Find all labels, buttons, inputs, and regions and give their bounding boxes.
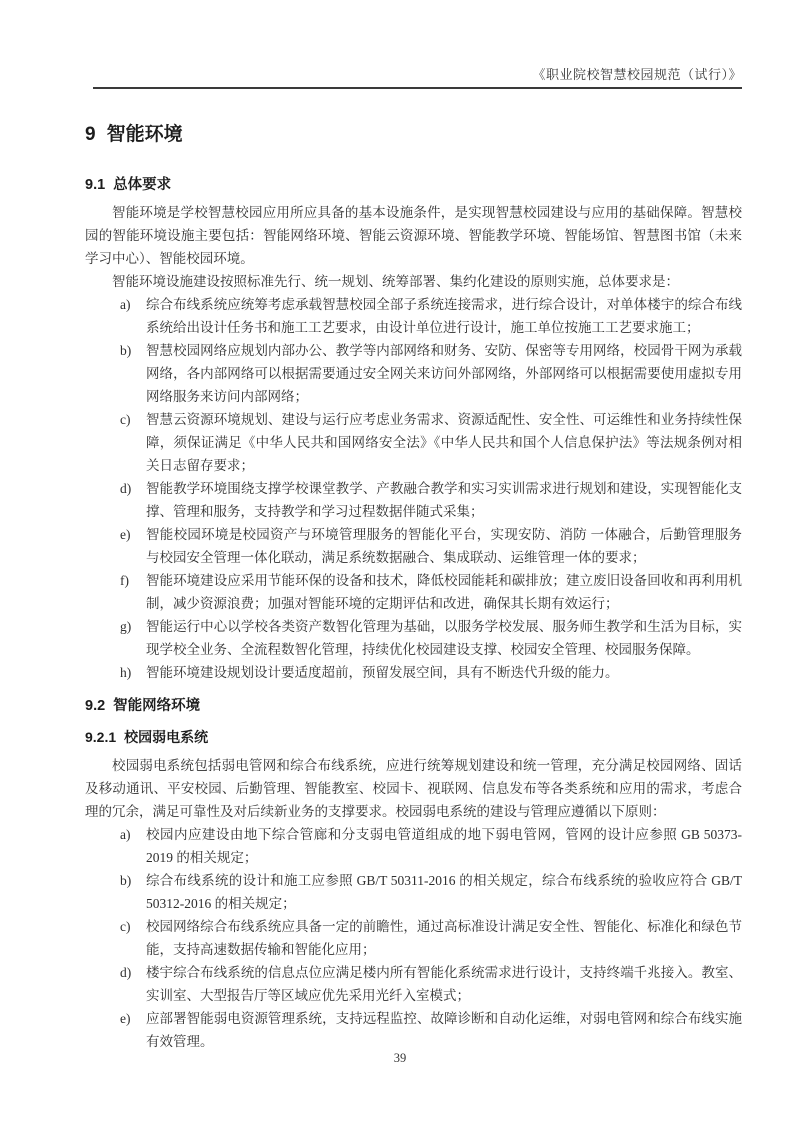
list-item (120, 615, 742, 661)
list-item-text: 智能运行中心以学校各类资产数智化管理为基础，以服务学校发展、服务师生教学和生活为目标，实现学校全业务、全流程数智化管理，持续优化校园建设支撑、校园安全管理、校园服务保障。 (146, 619, 742, 657)
chapter-title: 智能环境 (106, 124, 183, 145)
list-item (120, 961, 742, 1007)
list-item-text: 校园网络综合布线系统应具备一定的前瞻性，通过高标准设计满足安全性、智能化、标准化和绿色节能，支持高速数据传输和智能化应用； (146, 919, 742, 957)
page-number: 39 (393, 1051, 407, 1065)
section-title: 总体要求 (113, 177, 172, 193)
list-item-label: b) (120, 343, 132, 358)
list-item (120, 1007, 742, 1053)
list-item-label: e) (120, 1011, 131, 1026)
list-item-label: g) (120, 619, 132, 634)
list-item-label: a) (120, 827, 131, 842)
list-item-text: 楼宇综合布线系统的信息点位应满足楼内所有智能化系统需求进行设计，支持终端千兆接入。教室、实训室、大型报告厅等区域应优先采用光纤入室模式； (146, 965, 742, 1003)
running-header (93, 0, 742, 89)
page-content (85, 119, 742, 1053)
list-item-text: 智慧校园网络应规划内部办公、教学等内部网络和财务、安防、保密等专用网络，校园骨干网为承载网络，各内部网络可以根据需要通过安全网关来访问外部网络，外部网络可以根据需要使用虚拟专用网络服务来访问内部网络； (146, 343, 742, 404)
sub-section-number: 9.2.1 (85, 729, 117, 745)
list-item-label: c) (120, 412, 131, 427)
list-item-label: e) (120, 527, 131, 542)
list-item (120, 523, 742, 569)
list-item-text: 校园内应建设由地下综合管廊和分支弱电管道组成的地下弱电管网，管网的设计应参照 GB 50373-2019 的相关规定； (146, 827, 742, 865)
chapter-number: 9 (85, 124, 96, 145)
list-item-text: 智能环境建设应采用节能环保的设备和技术，降低校园能耗和碳排放；建立废旧设备回收和再利用机制，减少资源浪费；加强对智能环境的定期评估和改进，确保其长期有效运行； (146, 573, 742, 611)
paragraph: 智能环境是学校智慧校园应用所应具备的基本设施条件，是实现智慧校园建设与应用的基础保障。智慧校园的智能环境设施主要包括：智能网络环境、智能云资源环境、智能教学环境、智能场馆、智慧图书馆（未来学习中心）、智能校园环境。 (85, 205, 742, 266)
list-item (120, 293, 742, 339)
list-item (120, 661, 742, 684)
list-item (120, 477, 742, 523)
list-item (120, 823, 742, 869)
paragraph: 校园弱电系统包括弱电管网和综合布线系统，应进行统筹规划建设和统一管理，充分满足校园网络、固话及移动通讯、平安校园、后勤管理、智能教室、校园卡、视联网、信息发布等各类系统和应用的需求，考虑合理的冗余，满足可靠性及对后续新业务的支撑要求。校园弱电系统的建设与管理应遵循以下原则： (85, 758, 742, 819)
section-number: 9.1 (85, 177, 106, 193)
requirements-list-9-2-1 (120, 823, 742, 1053)
list-item-text: 智能校园环境是校园资产与环境管理服务的智能化平台，实现安防、消防 一体融合，后勤管理服务与校园安全管理一体化联动，满足系统数据融合、集成联动、运维管理一体的要求； (146, 527, 742, 565)
list-item-label: a) (120, 297, 131, 312)
list-item-label: f) (120, 573, 129, 588)
list-item (120, 915, 742, 961)
list-item-label: c) (120, 919, 131, 934)
paragraph: 智能环境设施建设按照标准先行、统一规划、统筹部署、集约化建设的原则实施，总体要求是： (112, 274, 679, 289)
list-item-label: d) (120, 965, 132, 980)
list-item-text: 智慧云资源环境规划、建设与运行应考虑业务需求、资源适配性、安全性、可运维性和业务持续性保障，须保证满足《中华人民共和国网络安全法》《中华人民共和国个人信息保护法》等法规条例对相关日志留存要求； (146, 412, 742, 473)
list-item (120, 869, 742, 915)
running-header-title: 《职业院校智慧校园规范（试行）》 (532, 67, 742, 82)
section-number: 9.2 (85, 698, 106, 714)
list-item-text: 智能环境建设规划设计要适度超前，预留发展空间，具有不断迭代升级的能力。 (146, 665, 619, 680)
list-item-text: 综合布线系统的设计和施工应参照 GB/T 50311-2016 的相关规定，综合布线系统的验收应符合 GB/T 50312-2016 的相关规定； (146, 873, 742, 911)
section-heading-9-2 (85, 694, 742, 715)
list-item (120, 569, 742, 615)
chapter-heading (85, 119, 742, 146)
list-item-label: b) (120, 873, 132, 888)
list-item (120, 339, 742, 408)
list-item-text: 应部署智能弱电资源管理系统，支持远程监控、故障诊断和自动化运维，对弱电管网和综合布线实施有效管理。 (146, 1011, 742, 1049)
requirements-list-9-1 (120, 293, 742, 684)
list-item (120, 408, 742, 477)
section-heading-9-1 (85, 173, 742, 194)
sub-section-title: 校园弱电系统 (124, 729, 209, 745)
list-item-label: d) (120, 481, 132, 496)
list-item-text: 智能教学环境围绕支撑学校课堂教学、产教融合教学和实习实训需求进行规划和建设，实现智能化支撑、管理和服务，支持教学和学习过程数据伴随式采集； (146, 481, 742, 519)
section-title: 智能网络环境 (113, 698, 201, 714)
list-item-text: 综合布线系统应统筹考虑承载智慧校园全部子系统连接需求，进行综合设计，对单体楼宇的综合布线系统给出设计任务书和施工工艺要求，由设计单位进行设计，施工单位按施工工艺要求施工； (146, 297, 742, 335)
sub-heading-9-2-1 (85, 727, 742, 747)
list-item-label: h) (120, 665, 132, 680)
